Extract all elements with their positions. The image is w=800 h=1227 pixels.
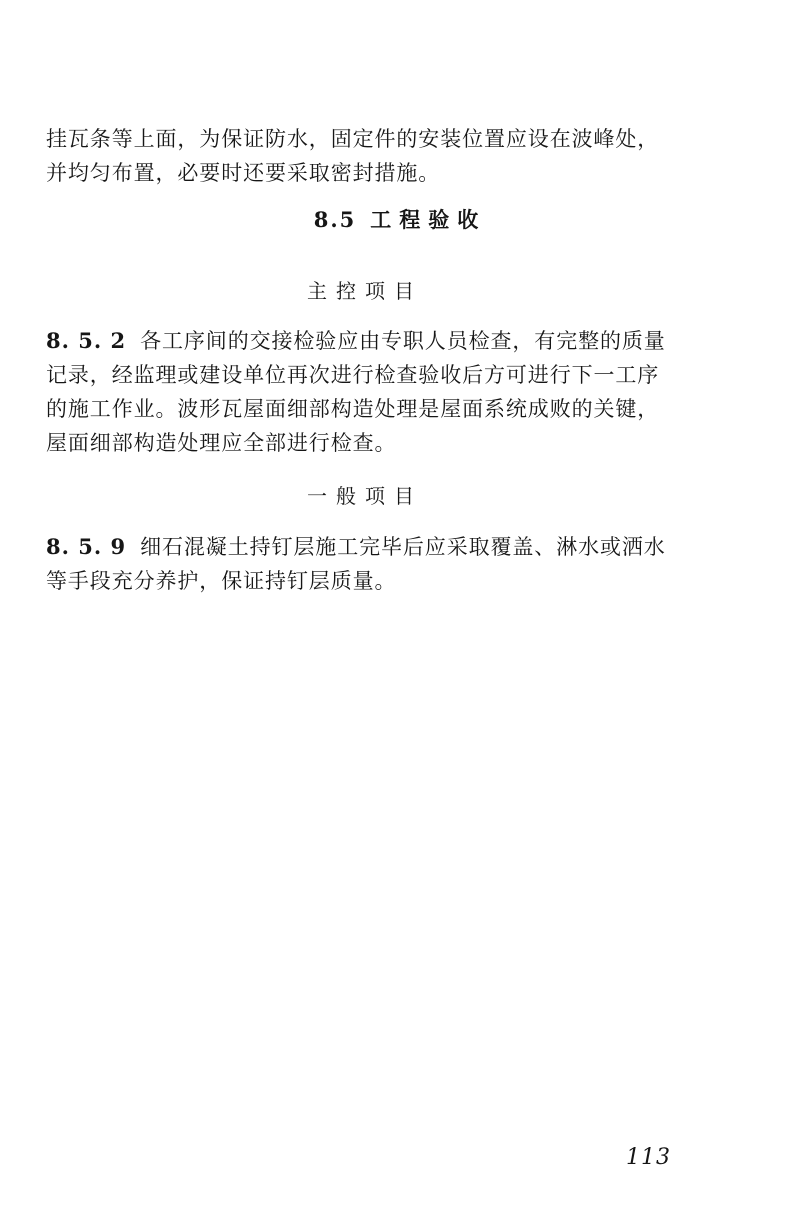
clause-number: 8. 5. 2 bbox=[46, 328, 127, 353]
clause-number: 8. 5. 9 bbox=[46, 534, 127, 559]
clause-8-5-2-line-3: 的施工作业。波形瓦屋面细部构造处理是屋面系统成败的关键， bbox=[46, 397, 660, 421]
clause-8-5-9-line-1 bbox=[46, 532, 706, 562]
clause-8-5-2-line-1 bbox=[46, 326, 706, 356]
clause-text: 各工序间的交接检验应由专职人员检查，有完整的质量 bbox=[140, 329, 666, 353]
subheading-general-items: 一般项目 bbox=[307, 484, 423, 508]
clause-8-5-9-line-2: 等手段充分养护，保证持钉层质量。 bbox=[46, 569, 397, 593]
intro-line-1: 挂瓦条等上面，为保证防水，固定件的安装位置应设在波峰处， bbox=[46, 127, 660, 151]
section-heading bbox=[0, 205, 800, 235]
clause-text: 细石混凝土持钉层施工完毕后应采取覆盖、淋水或洒水 bbox=[140, 535, 666, 559]
clause-8-5-2-line-2: 记录，经监理或建设单位再次进行检查验收后方可进行下一工序 bbox=[46, 363, 660, 387]
section-title-text: 工程验收 bbox=[370, 207, 487, 232]
section-number: 8.5 bbox=[313, 207, 357, 232]
intro-line-2: 并均匀布置，必要时还要采取密封措施。 bbox=[46, 161, 441, 185]
page-number: 113 bbox=[626, 1145, 671, 1170]
clause-8-5-2-line-4: 屋面细部构造处理应全部进行检查。 bbox=[46, 431, 397, 455]
subheading-main-items: 主控项目 bbox=[307, 279, 423, 303]
